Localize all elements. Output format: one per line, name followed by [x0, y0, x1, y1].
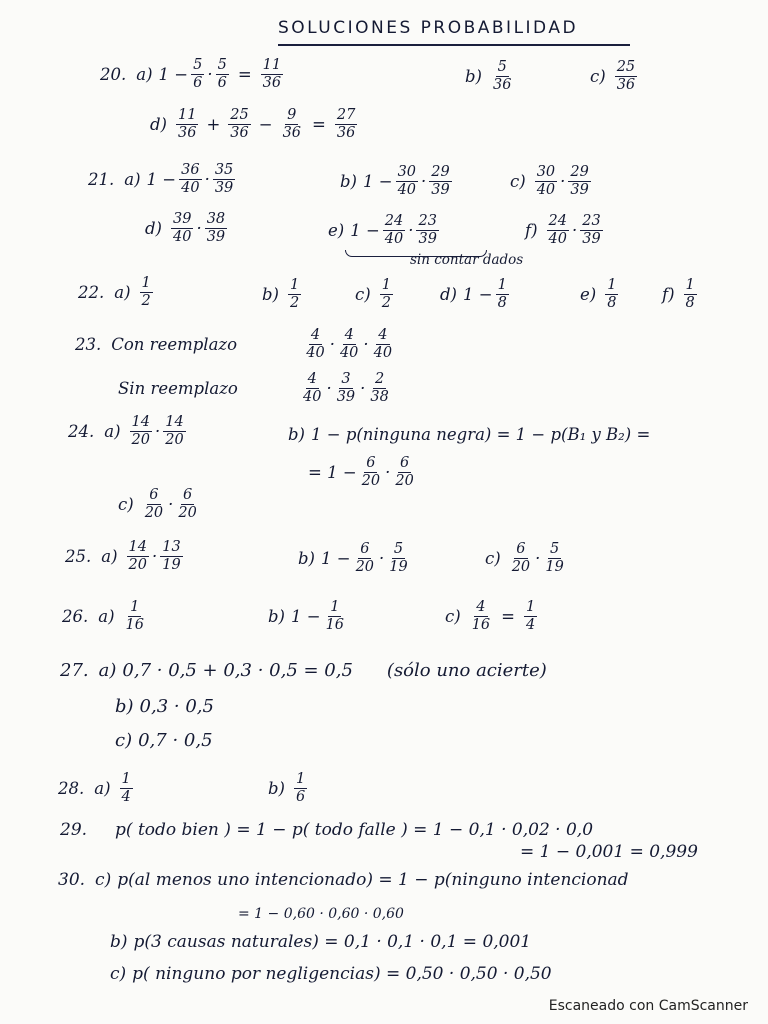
fraction: $\frac{11}{36}$ [178, 107, 197, 142]
fraction: $\frac{5}{36}$ [493, 59, 512, 94]
problem-26-a [62, 600, 149, 633]
expr-text: 0,7 · 0,5 [138, 730, 213, 751]
problem-20-c [590, 60, 640, 93]
expr-text: 1 − [463, 285, 493, 305]
operator: · [329, 335, 335, 355]
item-label: Sin reemplazo [118, 379, 238, 399]
operator: · [196, 219, 202, 239]
fraction: $\frac{29}{39}$ [570, 164, 589, 199]
item-label: a) [98, 660, 117, 681]
operator: = [237, 65, 252, 85]
problem-number: 27. [60, 660, 89, 681]
operator: · [572, 221, 578, 241]
expr-text: 1 − p(ninguna negra) = 1 − p(B₁ y B₂) = [311, 425, 651, 444]
expr-text: 0,7 · 0,5 + 0,3 · 0,5 = 0,5 [122, 660, 353, 681]
item-label: b) [298, 549, 315, 569]
problem-25-c [485, 542, 569, 575]
item-label: e) [328, 221, 345, 241]
operator: · [204, 170, 210, 190]
fraction: $\frac{4}{40}$ [339, 327, 359, 362]
problem-23-con [75, 328, 397, 361]
fraction: $\frac{27}{36}$ [336, 107, 356, 142]
fraction: $\frac{6}{20}$ [178, 487, 197, 522]
fraction: $\frac{5}{6}$ [217, 57, 227, 92]
problem-27-a [60, 660, 547, 681]
problem-26-c [445, 600, 540, 633]
operator: · [421, 172, 427, 192]
fraction: $\frac{6}{20}$ [144, 487, 164, 522]
problem-25-a [65, 540, 186, 573]
item-label: b) [465, 67, 482, 87]
problem-30-b [110, 932, 531, 952]
fraction: $\frac{1}{2}$ [290, 277, 300, 312]
expr-text: 1 − [321, 549, 351, 569]
fraction: $\frac{24}{40}$ [548, 213, 567, 248]
problem-number: 21. [88, 170, 115, 190]
fraction: $\frac{29}{39}$ [431, 164, 450, 199]
item-label: c) [118, 495, 134, 515]
operator: · [168, 495, 174, 515]
fraction: $\frac{1}{16}$ [125, 599, 144, 634]
operator: = [312, 115, 326, 135]
fraction: $\frac{4}{40}$ [373, 327, 393, 362]
problem-25-b [298, 542, 413, 575]
fraction: $\frac{14}{20}$ [128, 539, 147, 574]
problem-28-b [268, 772, 310, 805]
fraction: $\frac{14}{20}$ [131, 414, 150, 449]
item-label: a) [136, 65, 153, 85]
fraction: $\frac{14}{20}$ [165, 414, 184, 449]
expr-text: = 1 − 0,60 · 0,60 · 0,60 [238, 906, 404, 922]
item-label: c) [115, 730, 133, 751]
problem-21-e [328, 214, 442, 247]
problem-number: 22. [78, 283, 105, 303]
item-label: d) [145, 219, 162, 239]
fraction: $\frac{5}{19}$ [389, 541, 408, 576]
problem-21-d [145, 212, 230, 245]
problem-30-c [58, 870, 629, 890]
expr-text: 1 − [291, 607, 321, 627]
annotation-note: sin contar dados [410, 252, 524, 268]
item-label: a) [101, 547, 118, 567]
operator: + [206, 115, 221, 135]
expr-text: = 1 − [308, 463, 357, 483]
fraction: $\frac{30}{40}$ [536, 164, 556, 199]
fraction: $\frac{5}{6}$ [193, 57, 203, 92]
problem-30-c2 [110, 964, 552, 984]
expr-text: p(3 causas naturales) = 0,1 · 0,1 · 0,1 = 0,001 [133, 932, 532, 952]
problem-number: 26. [62, 607, 89, 627]
fraction: $\frac{38}{39}$ [206, 211, 226, 246]
item-label: e) [580, 285, 597, 305]
problem-number: 24. [68, 422, 95, 442]
fraction: $\frac{36}{40}$ [181, 162, 200, 197]
problem-20-d [150, 108, 360, 141]
problem-24-b-cont [308, 456, 419, 489]
problem-24-b [288, 425, 650, 444]
item-label: b) [110, 932, 128, 952]
operator: = [501, 607, 515, 627]
fraction: $\frac{1}{6}$ [296, 771, 306, 806]
item-label: f) [525, 221, 538, 241]
problem-27-b [115, 696, 214, 717]
item-label: c) [95, 870, 112, 890]
fraction: $\frac{2}{38}$ [370, 371, 389, 406]
fraction: $\frac{1}{16}$ [325, 599, 345, 634]
expr-text: p(al menos uno intencionado) = 1 − p(ninguno intencionad [117, 870, 629, 890]
fraction: $\frac{3}{39}$ [336, 371, 356, 406]
operator: · [151, 547, 158, 567]
expr-text: 1 − [158, 65, 189, 85]
item-label: b) [340, 172, 357, 192]
operator: · [560, 172, 566, 192]
operator: · [385, 463, 391, 483]
item-label: a) [114, 283, 131, 303]
problem-22-a [78, 276, 156, 309]
item-label: c) [355, 285, 371, 305]
expr-text: = 1 − 0,001 = 0,999 [520, 842, 698, 862]
problem-24-a [68, 415, 189, 448]
item-label: c) [590, 67, 606, 87]
problem-21-c [510, 165, 594, 198]
problem-22-c [355, 278, 396, 311]
problem-number: 29. [60, 820, 88, 840]
camscanner-watermark: Escaneado con CamScanner [548, 998, 748, 1014]
operator: − [258, 115, 273, 135]
fraction: $\frac{30}{40}$ [397, 164, 417, 199]
fraction: $\frac{6}{20}$ [361, 455, 381, 490]
problem-20-a [100, 58, 286, 91]
problem-22-b [262, 278, 304, 311]
fraction: $\frac{13}{19}$ [162, 539, 181, 574]
fraction: $\frac{35}{39}$ [214, 162, 234, 197]
operator: · [379, 549, 385, 569]
problem-26-b [268, 600, 349, 633]
fraction: $\frac{6}{20}$ [355, 541, 375, 576]
item-label: b) [262, 285, 279, 305]
expr-text: 1 − [350, 221, 380, 241]
fraction: $\frac{6}{20}$ [395, 455, 414, 490]
item-label: a) [104, 422, 121, 442]
problem-22-d [440, 278, 512, 311]
problem-28-a [58, 772, 136, 805]
operator: · [326, 379, 332, 399]
item-label: b) [268, 779, 285, 799]
problem-21-b [340, 165, 455, 198]
problem-number: 28. [58, 779, 85, 799]
fraction: $\frac{11}{36}$ [262, 57, 282, 92]
problem-number: 25. [65, 547, 92, 567]
item-label: a) [124, 170, 141, 190]
fraction: $\frac{5}{19}$ [545, 541, 564, 576]
fraction: $\frac{25}{36}$ [616, 59, 636, 94]
operator: · [408, 221, 414, 241]
fraction: $\frac{1}{4}$ [525, 599, 536, 634]
item-label: c) [445, 607, 461, 627]
fraction: $\frac{23}{39}$ [582, 213, 601, 248]
fraction: $\frac{1}{8}$ [497, 277, 507, 312]
fraction: $\frac{1}{8}$ [607, 277, 617, 312]
item-label: b) [115, 696, 134, 717]
expr-text: p( todo bien ) = 1 − p( todo falle ) = 1 − 0,1 · 0,02 · 0,0 [115, 820, 594, 840]
operator: · [363, 335, 369, 355]
fraction: $\frac{1}{2}$ [381, 277, 391, 312]
operator: · [360, 379, 366, 399]
operator: · [535, 549, 541, 569]
fraction: $\frac{24}{40}$ [384, 213, 404, 248]
item-label: c) [485, 549, 501, 569]
problem-21-a [88, 163, 238, 196]
item-label: b) [288, 425, 305, 444]
problem-22-f [662, 278, 700, 311]
fraction: $\frac{4}{16}$ [471, 599, 491, 634]
problem-number: 20. [100, 65, 127, 85]
fraction: $\frac{1}{2}$ [141, 275, 151, 310]
problem-number: 23. [75, 335, 102, 355]
problem-21-f [525, 214, 606, 247]
item-label: a) [94, 779, 111, 799]
expr-text: 0,3 · 0,5 [139, 696, 214, 717]
annotation-note: (sólo uno acierte) [386, 660, 547, 681]
fraction: $\frac{6}{20}$ [511, 541, 531, 576]
expr-text: 1 − [146, 170, 177, 190]
problem-22-e [580, 278, 621, 311]
item-label: d) [440, 285, 457, 305]
problem-23-sin [118, 372, 394, 405]
item-label: d) [150, 115, 167, 135]
item-label: Con reemplazo [111, 335, 238, 355]
item-label: c) [510, 172, 526, 192]
problem-20-b [465, 60, 516, 93]
expr-text: 1 − [363, 172, 393, 192]
problem-29-line1 [60, 820, 593, 840]
item-label: b) [268, 607, 285, 627]
page-title: SOLUCIONES PROBABILIDAD [278, 18, 630, 46]
problem-24-c [118, 488, 202, 521]
fraction: $\frac{1}{4}$ [121, 771, 131, 806]
fraction: $\frac{4}{40}$ [303, 371, 322, 406]
item-label: f) [662, 285, 675, 305]
problem-number: 30. [58, 870, 86, 890]
fraction: $\frac{4}{40}$ [306, 327, 325, 362]
problem-29-line2 [520, 842, 698, 862]
fraction: $\frac{39}{40}$ [173, 211, 192, 246]
problem-30-c-cont [238, 906, 404, 922]
fraction: $\frac{25}{36}$ [230, 107, 249, 142]
expr-text: p( ninguno por negligencias) = 0,50 · 0,50 · 0,50 [132, 964, 552, 984]
operator: · [154, 422, 161, 442]
item-label: a) [98, 607, 115, 627]
operator: · [207, 65, 213, 85]
fraction: $\frac{1}{8}$ [685, 277, 695, 312]
fraction: $\frac{23}{39}$ [418, 213, 437, 248]
item-label: c) [110, 964, 127, 984]
problem-27-c [115, 730, 213, 751]
fraction: $\frac{9}{36}$ [282, 107, 302, 142]
